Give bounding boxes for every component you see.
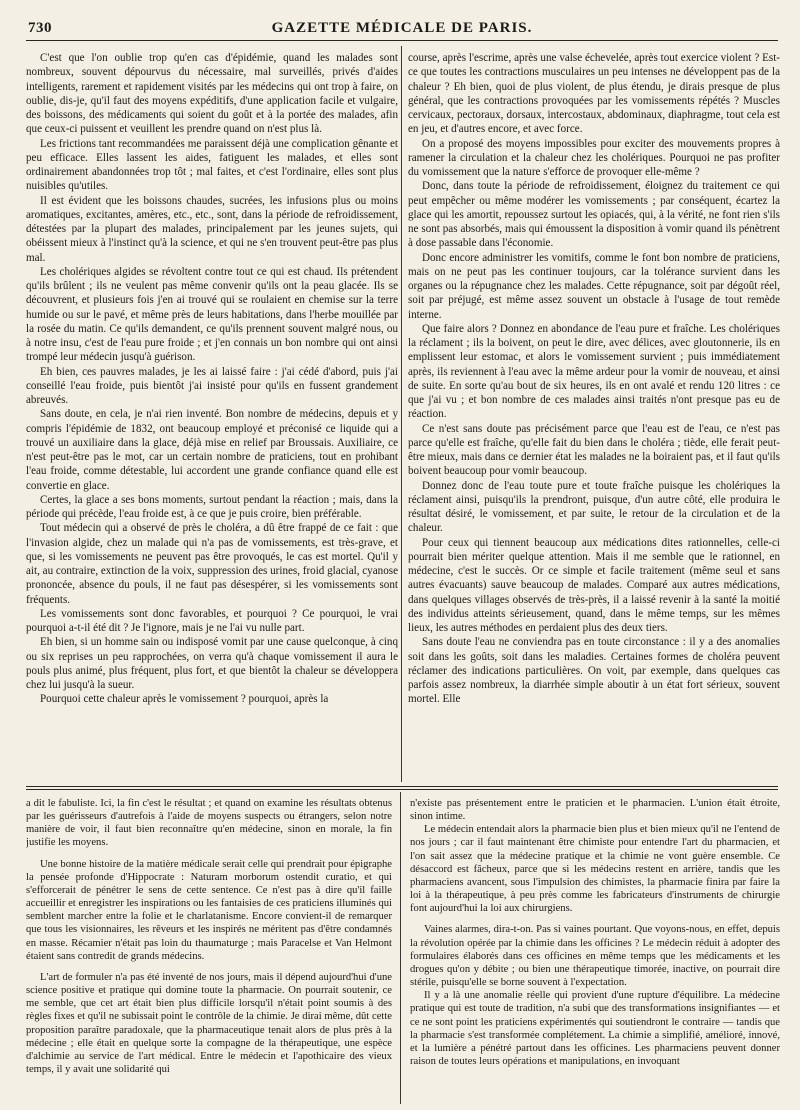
paragraph: Eh bien, si un homme sain ou indisposé vomit par une cause quelconque, à cinq ou six reprises un peu rapprochées, on verra qu'à chaque vomissement il aura le pouls plus animé, plus fréquent, plus fort, et que bientôt la chaleur se développera chez lui jusqu'à la sueur. <box>26 636 398 691</box>
paragraph: C'est que l'on oublie trop qu'en cas d'épidémie, quand les malades sont nombreux, souvent dépourvus du nécessaire, mal surveillés, privés d'aides intelligents, rarement et rapidement visités par les médecins qui ont trop à faire, on oublie, dis-je, qu'il faut des moyens expéditifs, d'une application facile et vulgaire, des boissons, des médicaments qui soient du goût et à la portée des malades, afin que ceux-ci puissent et veuillent les prendre quand on n'est plus là. <box>26 52 398 136</box>
page-number: 730 <box>28 20 52 36</box>
paragraph: Certes, la glace a ses bons moments, surtout pendant la réaction ; mais, dans la période qui précède, l'eau froide est, à ce que je puis croire, bien préférable. <box>26 493 398 520</box>
paragraph: Le médecin entendait alors la pharmacie bien plus et bien mieux qu'il ne l'entend de nos jours ; car il faut maintenant être chimiste pour entendre l'art du pharmacien, et l'on sait assez que la médecine pratique et la chimie ne vont guère ensemble. Ce désaccord est fâcheux, parce que si les médecins restent en arrière, tandis que les pharmaciens avancent, sous l'impulsion des chimistes, la pharmacie finira par faire la loi à la thérapeutique, à peu près comme les fabricateurs d'instruments de chirurgie font aujourd'hui la loi aux chirurgiens. <box>410 824 780 915</box>
paragraph: Sans doute l'eau ne conviendra pas en toute circonstance : il y a des anomalies soit dans les goûts, soit dans les maladies. Certaines formes de choléra peuvent réclamer des indications particulières. On voit, par exemple, dans quelques cas parfois assez nombreux, la diarrhée simple aboutir à un état fort sérieux, souvent mortel. Elle <box>408 636 780 706</box>
paragraph: Les cholériques algides se révoltent contre tout ce qui est chaud. Ils prétendent qu'ils brûlent ; ils ne veulent pas même convenir qu'ils ont la peau glacée. Ils se découvrent, et plusieurs fois j'en ai trouvé qui se roulaient en chemise sur la terre humide ou sur le pavé, et même près de leurs habitations, dans l'herbe mouillée par la rosée du matin. Ce qu'ils demandent, ce qu'ils prennent souvent malgré nous, ou à notre insu, c'est de l'eau pure froide ; et j'en connais un bon nombre qui ont ainsi trompé leur médecin jusqu'à guérison. <box>26 265 398 364</box>
bottom-right-column <box>410 797 780 1102</box>
paragraph: Il est évident que les boissons chaudes, sucrées, les infusions plus ou moins aromatiques, excitantes, amères, etc., etc., sont, dans la période de refroidissement, détestées par la plupart des malades, principalement par les jeunes sujets, qui obéissent mieux à l'instinct qu'à la science, et qui ne s'en trouvent peut-être pas plus mal. <box>26 194 398 264</box>
paragraph: n'existe pas présentement entre le praticien et le pharmacien. L'union était étroite, sinon intime. <box>410 798 780 823</box>
paragraph: Que faire alors ? Donnez en abondance de l'eau pure et fraîche. Les cholériques la réclament ; ils la boivent, on peut le dire, avec délices, avec gloutonnerie, ils en emplissent leur estomac, et alors le vomissement survient ; puis immédiatement après, ils reviennent à l'eau avec la même ardeur pour la vomir de nouveau, et ainsi de suite. En sorte qu'au bout de six heures, ils en ont avalé et rendu 120 litres : ce que j'ai vu ; et bon nombre de ces malades ainsi traités n'ont presque pas eu de réaction. <box>408 322 780 421</box>
paragraph: Les frictions tant recommandées me paraissent déjà une complication gênante et peu efficace. Elles lassent les aides, fatiguent les malades, et elles sont ordinairement abandonnées trop tôt ; mal faites, et c'est l'ordinaire, elles sont plus nuisibles qu'utiles. <box>26 137 398 193</box>
journal-title: GAZETTE MÉDICALE DE PARIS. <box>271 20 533 36</box>
paragraph: Eh bien, ces pauvres malades, je les ai laissé faire : j'ai cédé d'abord, puis j'ai conseillé l'eau froide, puis bientôt j'ai insisté pour qu'ils en fussent grandement abreuvés. <box>26 365 398 406</box>
paragraph: Sans doute, en cela, je n'ai rien inventé. Bon nombre de médecins, depuis et y compris l'épidémie de 1832, ont beaucoup employé et préconisé ce liquide qui a trouvé un auxiliaire dans la glace, déjà mise en relief par Broussais. Auxiliaire, ce n'est peut-être pas le mot, car un certain nombre de praticiens, tout en prohibant l'eau froide, comme détestable, lui accordent une grande confiance quand elle est convertie en glace. <box>26 408 398 492</box>
column-divider <box>400 792 401 1104</box>
paragraph: Vaines alarmes, dira-t-on. Pas si vaines pourtant. Que voyons-nous, en effet, depuis la révolution opérée par la chimie dans les officines ? Le médecin réduit à adopter des formulaires élaborés dans ces officines en même temps que les médicaments et les drogues qu'on y débite ; ou bien une thérapeutique timorée, inactive, on pourrait dire stérile, puisqu'elle se borne souvent à l'expectation. <box>410 924 780 989</box>
paragraph: L'art de formuler n'a pas été inventé de nos jours, mais il dépend aujourd'hui d'une science positive et pratique qui domine toute la pharmacie. On pourrait soutenir, ce me semble, que cet art était bien plus difficile lorsqu'il n'était point soumis à des règles fixes et qu'il ne subissait point le contrôle de la chimie. Je dirai même, dût cette proposition paraître paradoxale, que la pharmaceutique tenait alors de plus près à la médecine ; elle était en quelque sorte la compagne de la thérapeutique, une espèce d'alchimie au service de l'art médical. Entre le médecin et l'apothicaire des vieux temps, il y avait une solidarité qui <box>26 971 392 1075</box>
paragraph: Donnez donc de l'eau toute pure et toute fraîche puisque les cholériques la réclament ainsi, puisqu'ils la prendront, puisque, d'un autre côté, elle produira le résultat désiré, le vomissement, et par suite, le retour de la circulation et de la chaleur. <box>408 479 780 535</box>
paragraph: course, après l'escrime, après une valse échevelée, après tout exercice violent ? Est-ce que toutes les contractions musculaires un peu intenses ne développent pas de la chaleur ? Eh bien, quoi de plus violent, de plus étendu, je dirais presque de plus général, que les contractions provoquées par les vomissements répétés ? Muscles cervicaux, pectoraux, dorsaux, intercostaux, abdominaux, diaphragme, tout cela est en jeu, et d'autres encore, et avec force. <box>408 52 780 136</box>
page-header <box>26 18 778 41</box>
paragraph: Ce n'est sans doute pas précisément parce que l'eau est de l'eau, ce n'est pas parce qu'elle est fraîche, qu'elle fait du bien dans le choléra ; tiède, elle ferait peut-être mieux, mais dans ce dernier état les malades ne la boiraient pas, et il faut qu'ils boivent beaucoup pour vomir beaucoup. <box>408 422 780 478</box>
paragraph: Donc, dans toute la période de refroidissement, éloignez du traitement ce qui peut empêcher ou même modérer les vomissements ; par conséquent, écartez la glace qui les amortit, repoussez surtout les opiacés, qui, à la vérité, ne font rien s'ils ne sont pas absorbés, mais qui émoussent la disposition à vomir quand ils pénètrent à dose passable dans l'économie. <box>408 180 780 250</box>
paragraph: Une bonne histoire de la matière médicale serait celle qui prendrait pour épigraphe la pensée profonde d'Hippocrate : Naturam morborum ostendit curatio, et qui s'efforcerait de pénétrer le sens de cette sentence. Ce n'est pas à dire qu'il faille accueillir et enregistrer les inspirations ou les fantaisies de ces praticiens illuminés qui semblent marcher entre la folie et le charlatanisme. Encore convient-il de remarquer que tous les visionnaires, les rêveurs et les inspirés ne méritent pas d'être condamnés en masse. Récamier n'était pas loin du thaumaturge ; mais Paracelse et Van Helmont étaient sans contredit de grands médecins. <box>26 858 392 962</box>
top-left-column <box>26 51 398 779</box>
paragraph: On a proposé des moyens impossibles pour exciter des mouvements propres à ramener la circulation et la chaleur chez les cholériques. Pourquoi ne pas profiter du vomissement que la nature s'efforce de provoquer elle-même ? <box>408 137 780 178</box>
bottom-left-column <box>26 797 392 1102</box>
paragraph: Pourquoi cette chaleur après le vomissement ? pourquoi, après la <box>40 693 329 706</box>
paragraph: Tout médecin qui a observé de près le choléra, a dû être frappé de ce fait : que l'invasion algide, chez un malade qui n'a pas de vomissements, est très-grave, et que, si les vomissements ne peuvent pas être provoqués, le cas est mortel. Qu'il y ait, au contraire, extinction de la voix, suppression des urines, froid glacial, cyanose prononcée, absence du pouls, il ne faut pas désespérer, si les vomissements sont fréquents. <box>26 522 398 606</box>
section-divider <box>26 786 778 790</box>
paragraph: a dit le fabuliste. Ici, la fin c'est le résultat ; et quand on examine les résultats obtenus par les guérisseurs d'autrefois à l'aide de moyens suspects ou étrangers, selon notre manière de voir, il faut bien reconnaître qu'en médecine, sinon en morale, la fin justifie les moyens. <box>26 798 392 849</box>
paragraph: Il y a là une anomalie réelle qui provient d'une rupture d'équilibre. La médecine pratique qui est toute de tradition, n'a subi que des transformations insignifiantes — et ce ne sont point les praticiens expérimentés qui soutiendront le contraire — tandis que la pharmacie s'est transformée complétement. La chimie a simplifié, amélioré, innové, et la lumière a pénétré partout dans les officines. Les pharmaciens peuvent donner raison de toutes leurs opérations et manipulations, en invoquant <box>410 990 780 1067</box>
paragraph: Donc encore administrer les vomitifs, comme le font bon nombre de praticiens, mais on ne peut pas les continuer toujours, car la tolérance survient dans les organes ou la répugnance chez les malades. Cette répugnance, soit par dégoût réel, soit par préjugé, est même assez souvent un obstacle à l'usage de tout remède interne. <box>408 251 780 321</box>
top-right-column <box>408 51 780 779</box>
paragraph: Pour ceux qui tiennent beaucoup aux médications dites rationnelles, celle-ci pourrait bien mériter quelque attention. Mais il me semble que le rationnel, en médecine, c'est le succès. Or ce simple et facile traitement (même seul et sans autres évacuants) sauve beaucoup de malades. Comparé aux autres médications, dans quelques villages observés de très-près, il a laissé revenir à la santé la moitié des individus atteints sérieusement, quand, dans le même temps, sur les mêmes lieux, les autres méthodes en perdaient plus des deux tiers. <box>408 536 780 634</box>
column-divider <box>401 46 402 782</box>
paragraph: Les vomissements sont donc favorables, et pourquoi ? Ce pourquoi, le vrai pourquoi a-t-il été dit ? Je l'ignore, mais je ne l'ai vu nulle part. <box>26 607 398 634</box>
